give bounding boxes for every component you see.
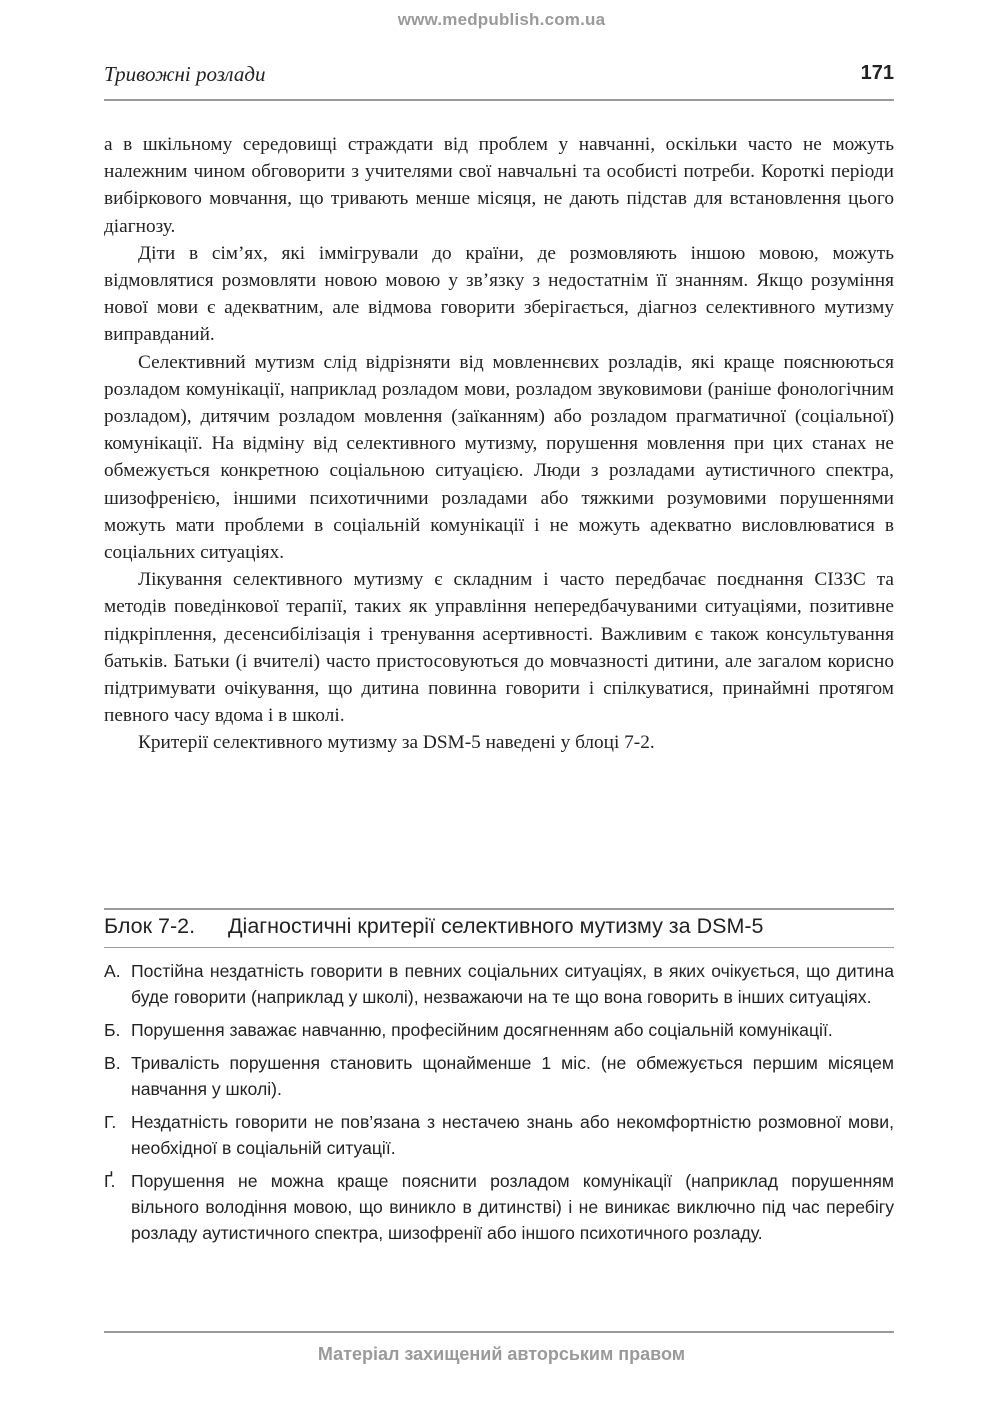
box-bottom-divider [104, 1331, 894, 1333]
criterion-marker: Ґ. [104, 1171, 116, 1191]
criterion-marker: В. [104, 1053, 121, 1073]
criterion-marker: Б. [104, 1020, 121, 1040]
box-label: Блок 7-2. [104, 914, 196, 938]
criterion-item [104, 1168, 894, 1246]
paragraph: Діти в сім’ях, які іммігрували до країни, де розмовляють іншою мовою, можуть відмовлятися розмовляти новою мовою у зв’язку з недостатнім її знанням. Якщо розуміння нової мови є адекватним, але відмова говорити зберігається, діагноз селективного мутизму виправданий. [104, 242, 894, 346]
box-title [104, 914, 894, 939]
criterion-marker: А. [104, 961, 121, 981]
criterion-text: Порушення не можна краще пояснити розладом комунікації (наприклад порушенням вільного володіння мовою, що виникло в дитинстві) і не виникає виключно під час перебігу розладу аутистичного спектра, шизофренії або іншого психотичного розладу. [131, 1171, 894, 1243]
body-text [104, 131, 894, 757]
watermark-top: www.medpublish.com.ua [397, 10, 606, 29]
criterion-item [104, 1050, 894, 1102]
page-number: 171 [860, 62, 894, 84]
page-header [104, 62, 894, 94]
box-top-divider [104, 908, 894, 910]
criterion-text: Постійна нездатність говорити в певних соціальних ситуаціях, в яких очікується, що дитина буде говорити (наприклад у школі), незважаючи на те що вона говорить в інших ситуаціях. [131, 961, 894, 1007]
paragraph: Лікування селективного мутизму є складним і часто передбачає поєднання СІЗЗС та методів поведінкової терапії, таких як управління непередбачуваними ситуаціями, позитивне підкріплення, десенсибілізація і тренування асертивності. Важливим є також консультування батьків. Батьки (і вчителі) часто пристосовуються до мовчазності дитини, але загалом корисно підтримувати очікування, що дитина повинна говорити і спілкуватися, принаймні протягом певного часу вдома і в школі. [104, 569, 894, 727]
criteria-list [104, 958, 894, 1253]
header-divider [104, 99, 894, 101]
criterion-item [104, 1109, 894, 1161]
box-heading: Діагностичні критерії селективного мутизму за DSM-5 [228, 914, 764, 938]
criterion-marker: Г. [104, 1112, 117, 1132]
watermark-bottom: Матеріал захищений авторським правом [317, 1344, 686, 1364]
criterion-item [104, 1017, 894, 1043]
paragraph: Критерії селективного мутизму за DSM-5 наведені у блоці 7-2. [138, 732, 655, 754]
criterion-text: Тривалість порушення становить щонайменше 1 міс. (не обмежується першим місяцем навчання у школі). [131, 1053, 894, 1099]
paragraph: Селективний мутизм слід відрізняти від мовленнєвих розладів, які краще пояснюються розладом комунікації, наприклад розладом мови, розладом звуковимови (раніше фонологічним розладом), дитячим розладом мовлення (заїканням) або розладом прагматичної (соціальної) комунікації. На відміну від селективного мутизму, порушення мовлення при цих станах не обмежується конкретною соціальною ситуацією. Люди з розладами аутистичного спектра, шизофренією, іншими психотичними розладами або тяжкими розумовими порушеннями можуть мати проблеми в соціальній комунікації і не можуть адекватно висловлюватися в соціальних ситуаціях. [104, 351, 894, 564]
running-title: Тривожні розлади [104, 62, 266, 86]
criterion-text: Порушення заважає навчанню, професійним досягненням або соціальній комунікації. [131, 1020, 833, 1040]
box-title-divider [104, 947, 894, 948]
paragraph: а в шкільному середовищі страждати від проблем у навчанні, оскільки часто не можуть належним чином обговорити з учителями свої навчальні та особисті потреби. Короткі періоди вибіркового мовчання, що тривають менше місяця, не дають підстав для встановлення цього діагнозу. [104, 134, 894, 237]
criterion-text: Нездатність говорити не пов’язана з нестачею знань або некомфортністю розмовної мови, необхідної в соціальній ситуації. [131, 1112, 894, 1158]
criterion-item [104, 958, 894, 1010]
